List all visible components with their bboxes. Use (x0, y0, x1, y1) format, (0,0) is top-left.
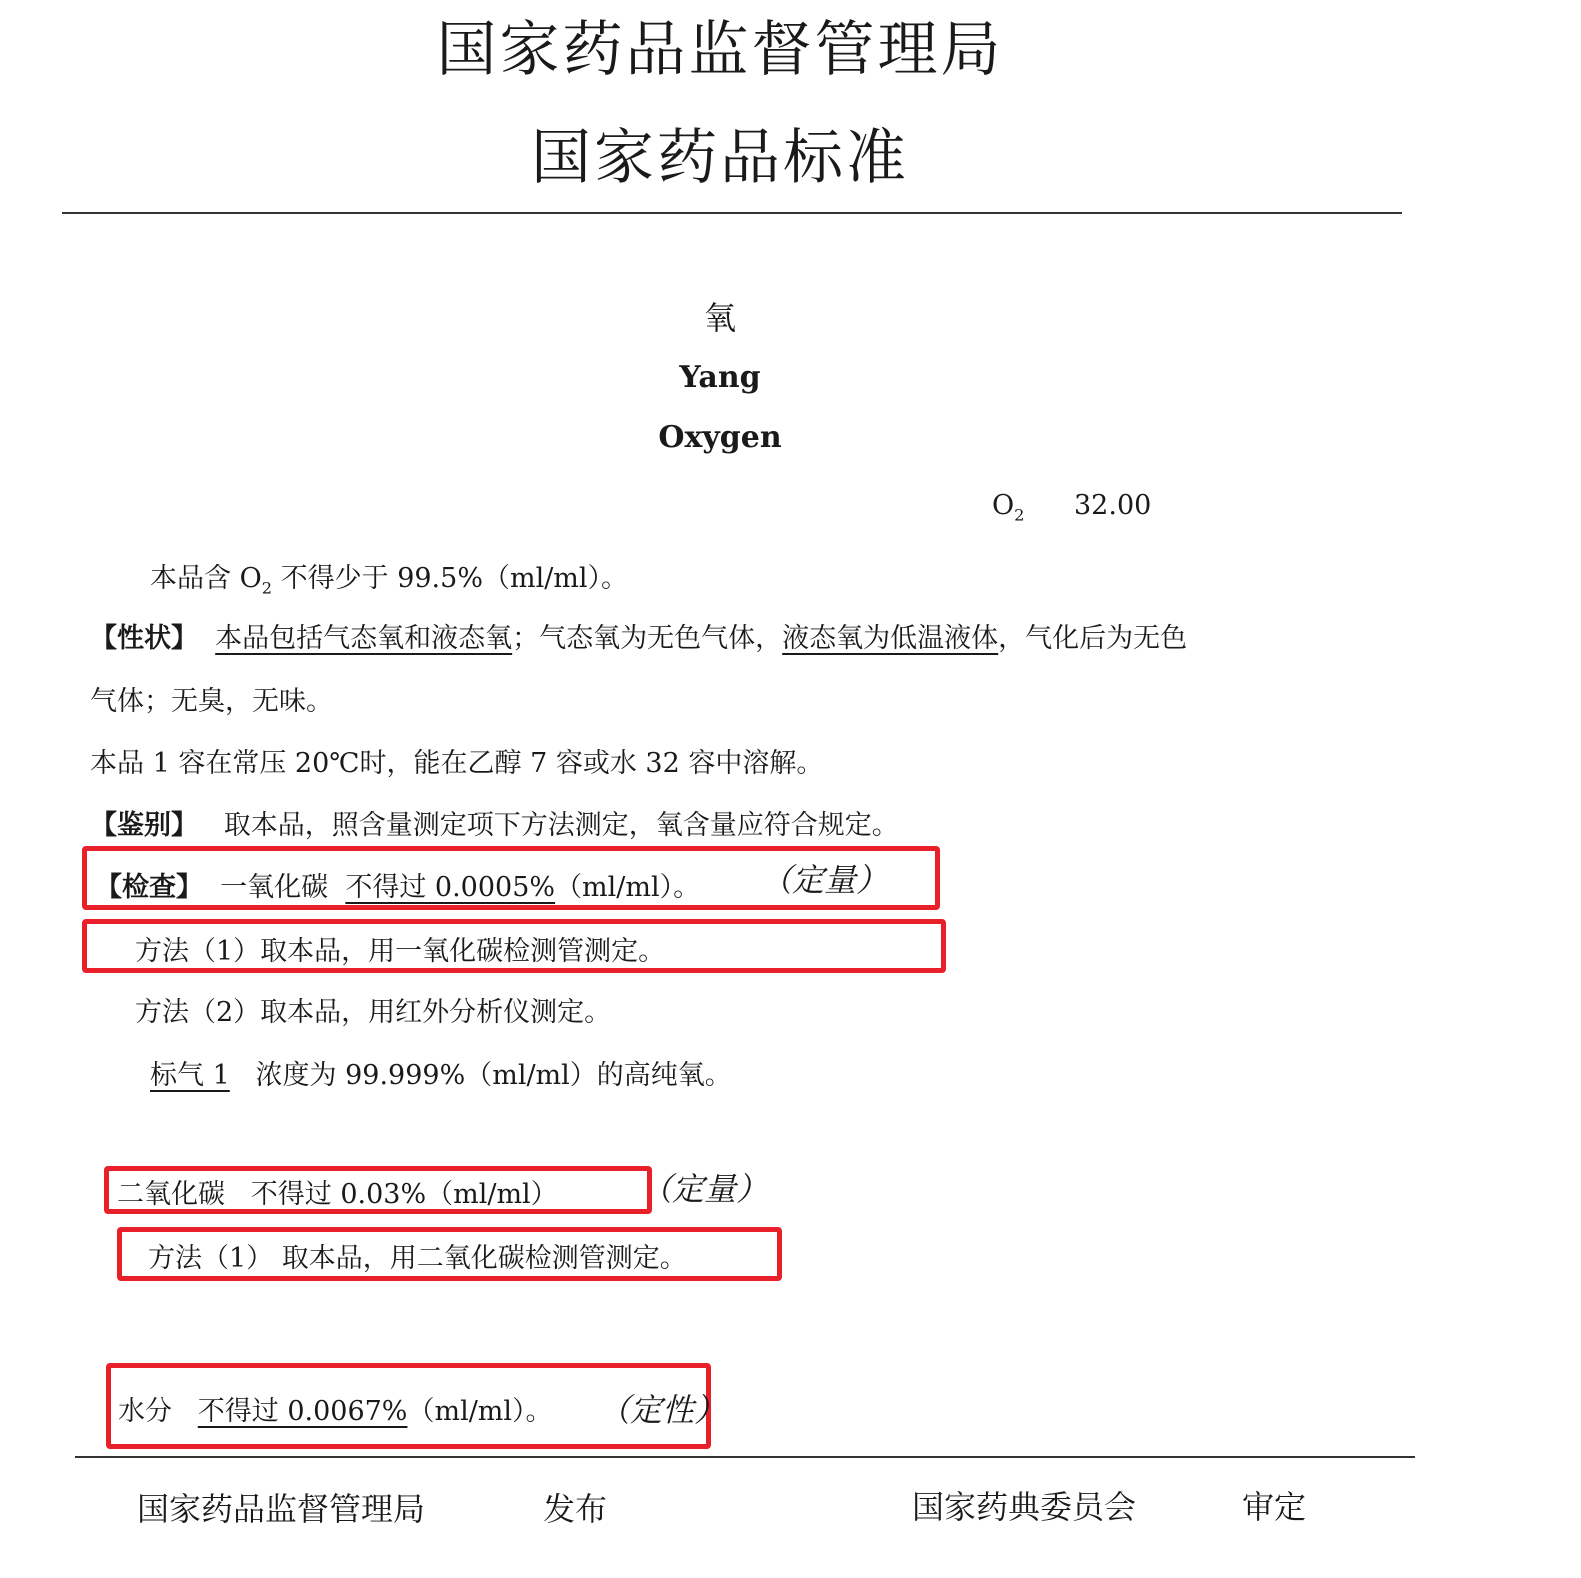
water-handwritten-note: （定性） (598, 1391, 727, 1429)
footer-issue-label: 发布 (543, 1490, 608, 1528)
co-method-1: 方法（1）取本品，用一氧化碳检测管测定。 (135, 936, 666, 967)
doc-type-header: 国家药品标准 (531, 123, 909, 193)
assay-statement: 本品含 $O_2$ 不得少于 99.5%（ml/ml）。 (150, 563, 629, 598)
co-check-line: 【检查】 一氧化碳 不得过 0.0005%（ml/ml）。 (95, 872, 701, 903)
standard-gas-line: 标气 1 浓度为 99.999%（ml/ml）的高纯氧。 (150, 1060, 732, 1091)
identification-line: 【鉴别】 取本品，照含量测定项下方法测定，氧含量应符合规定。 (90, 810, 899, 841)
characteristics-line-2: 气体；无臭，无味。 (90, 686, 333, 717)
footer-review-label: 审定 (1242, 1488, 1307, 1526)
agency-header: 国家药品监督管理局 (436, 15, 1004, 85)
water-check-line: 水分 不得过 0.0067%（ml/ml）。 (118, 1396, 553, 1427)
identification-label: 【鉴别】 (90, 810, 198, 841)
footer-issuer: 国家药品监督管理局 (137, 1490, 426, 1528)
molecular-weight: 32.00 (1074, 490, 1152, 521)
characteristics-label: 【性状】 (90, 623, 198, 654)
title-english: Oxygen (658, 420, 782, 455)
co-method-2: 方法（2）取本品，用红外分析仪测定。 (135, 997, 612, 1028)
co-handwritten-note: （定量） (760, 861, 889, 899)
check-label: 【检查】 (95, 872, 203, 903)
solubility-line: 本品 1 容在常压 20℃时，能在乙醇 7 容或水 32 容中溶解。 (90, 748, 824, 779)
molecular-formula: $O_2$ (992, 490, 1025, 525)
title-pinyin: Yang (679, 360, 761, 395)
co2-check-line: 二氧化碳 不得过 0.03%（ml/ml） (117, 1179, 558, 1210)
co2-method-1: 方法（1） 取本品，用二氧化碳检测管测定。 (148, 1243, 687, 1274)
title-chinese: 氧 (703, 299, 736, 337)
footer-reviewer: 国家药典委员会 (912, 1488, 1137, 1526)
header-divider (62, 212, 1402, 214)
characteristics-line: 【性状】 本品包括气态氧和液态氧；气态氧为无色气体，液态氧为低温液体，气化后为无色 (90, 623, 1188, 654)
co2-handwritten-note: （定量） (640, 1170, 769, 1208)
footer-divider (75, 1456, 1415, 1458)
